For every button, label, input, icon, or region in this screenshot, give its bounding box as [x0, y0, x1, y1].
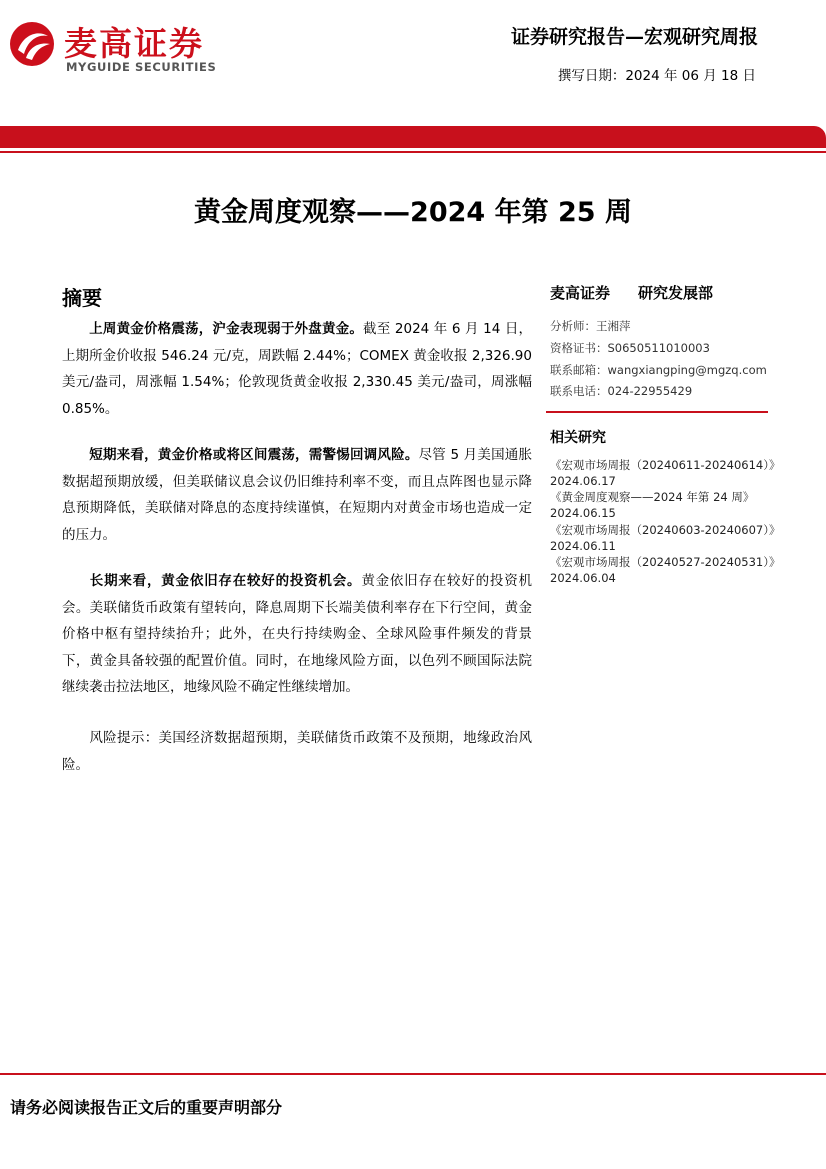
- header-red-band: [0, 126, 826, 148]
- analyst-email[interactable]: 联系邮箱：wangxiangping@mgzq.com: [550, 363, 767, 377]
- sidebar-department: [550, 282, 770, 303]
- risk-warning: [62, 725, 532, 778]
- report-date: 撰写日期：2024 年 06 月 18 日: [557, 68, 756, 84]
- related-item-title[interactable]: 《宏观市场周报（20240603-20240607）》: [550, 523, 781, 537]
- related-item-date: 2024.06.17: [550, 474, 616, 488]
- sidebar-divider: [546, 411, 768, 413]
- footer-red-line: [0, 1073, 826, 1075]
- related-item-date: 2024.06.04: [550, 571, 616, 585]
- paragraph-lead: 上周黄金价格震荡，沪金表现弱于外盘黄金。: [89, 321, 364, 337]
- logo-mark-icon: [8, 20, 56, 68]
- analyst-phone: 联系电话：024-22955429: [550, 384, 693, 398]
- related-item-title[interactable]: 《宏观市场周报（20240527-20240531）》: [550, 555, 781, 569]
- analyst-certificate: 资格证书：S0650511010003: [550, 341, 710, 355]
- paragraph-body: 黄金依旧存在较好的投资机会。美联储货币政策有望转向，降息周期下长端美债利率存在下行空间，黄金价格中枢有望持续抬升；此外，在央行持续购金、全球风险事件频发的背景下，黄金具备较强的配置价值。同时，在地缘风险方面，以色列不顾国际法院继续袭击拉法地区，地缘风险不确定性继续增加。: [62, 573, 533, 695]
- analyst-name: 分析师：王湘萍: [550, 319, 631, 333]
- paragraph-body: 风险提示：美国经济数据超预期，美联储货币政策不及预期，地缘政治风险。: [62, 730, 532, 773]
- abstract-paragraph-2: [62, 442, 532, 548]
- paragraph-lead: 长期来看，黄金依旧存在较好的投资机会。: [89, 573, 362, 589]
- header-red-line: [0, 151, 826, 153]
- company-name: 麦高证券: [550, 284, 611, 302]
- logo-text-cn: 麦高证券: [64, 24, 204, 63]
- related-item-date: 2024.06.11: [550, 539, 616, 553]
- paragraph-body: 截至 2024 年 6 月 14 日，上期所金价收报 546.24 元/克，周跌幅 2.44%；COMEX 黄金收报 2,326.90 美元/盎司，周涨幅 1.54%；伦敦现货黄金收报 2,330.45 美元/盎司，周涨幅 0.85%。: [62, 321, 533, 417]
- related-research-heading: 相关研究: [550, 430, 606, 446]
- paragraph-body: 尽管 5 月美国通胀数据超预期放缓，但美联储议息会议仍旧维持利率不变，而且点阵图也显示降息预期降低，美联储对降息的态度持续谨慎，在短期内对黄金市场也造成一定的压力。: [62, 447, 533, 543]
- paragraph-lead: 短期来看，黄金价格或将区间震荡，需警惕回调风险。: [89, 447, 419, 463]
- report-title: 黄金周度观察——2024 年第 25 周: [194, 197, 632, 228]
- logo-text-en: MYGUIDE SECURITIES: [66, 60, 217, 74]
- related-item-title[interactable]: 《黄金周度观察——2024 年第 24 周》: [550, 490, 755, 504]
- related-item-date: 2024.06.15: [550, 506, 616, 520]
- footer-disclaimer: 请务必阅读报告正文后的重要声明部分: [10, 1098, 283, 1117]
- department-name: 研究发展部: [638, 284, 714, 302]
- report-type: 证券研究报告—宏观研究周报: [510, 26, 758, 48]
- related-item-title[interactable]: 《宏观市场周报（20240611-20240614）》: [550, 458, 781, 472]
- abstract-paragraph-3: [62, 568, 532, 701]
- abstract-paragraph-1: [62, 316, 532, 422]
- abstract-heading: 摘要: [62, 286, 102, 310]
